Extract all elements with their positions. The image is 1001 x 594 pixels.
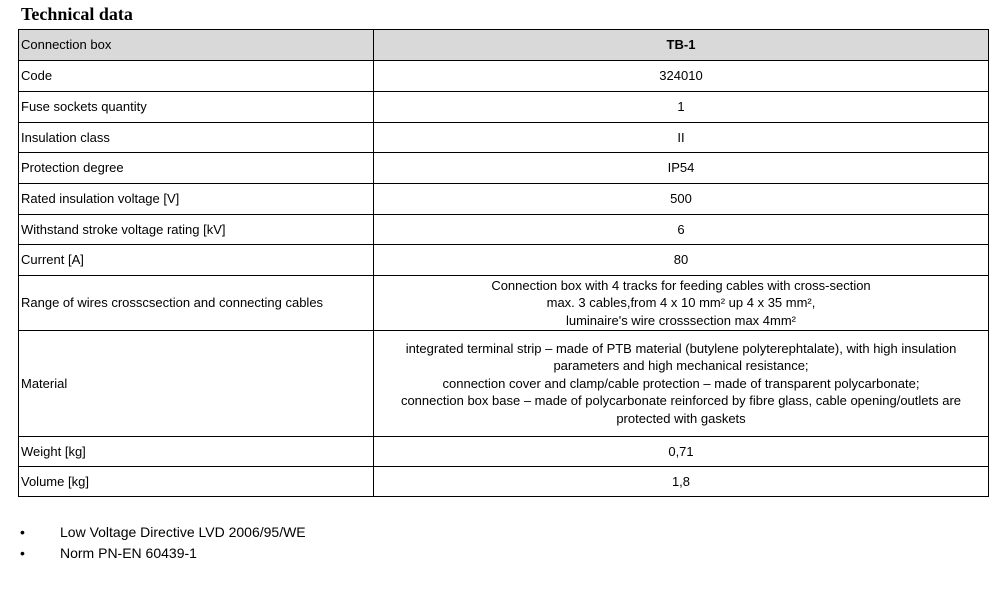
row-label-insulation-class: Insulation class bbox=[19, 123, 374, 153]
table-row bbox=[19, 215, 989, 245]
table-row bbox=[19, 276, 989, 331]
row-value-weight: 0,71 bbox=[374, 437, 989, 467]
table-row bbox=[19, 153, 989, 184]
table-row bbox=[19, 184, 989, 215]
header-label: Connection box bbox=[19, 30, 374, 61]
row-label-rated-insulation-voltage: Rated insulation voltage [V] bbox=[19, 184, 374, 215]
row-value-rated-insulation-voltage: 500 bbox=[374, 184, 989, 215]
table-row bbox=[19, 123, 989, 153]
row-value-current: 80 bbox=[374, 245, 989, 276]
table-row bbox=[19, 61, 989, 92]
row-value-volume: 1,8 bbox=[374, 467, 989, 497]
row-label-withstand-voltage: Withstand stroke voltage rating [kV] bbox=[19, 215, 374, 245]
technical-data-table bbox=[18, 29, 989, 497]
row-value-protection-degree: IP54 bbox=[374, 153, 989, 184]
row-value-code: 324010 bbox=[374, 61, 989, 92]
row-label-wire-range: Range of wires crosscsection and connecting cables bbox=[19, 276, 374, 331]
row-label-weight: Weight [kg] bbox=[19, 437, 374, 467]
row-value-withstand-voltage: 6 bbox=[374, 215, 989, 245]
row-label-protection-degree: Protection degree bbox=[19, 153, 374, 184]
row-value-material: integrated terminal strip – made of PTB material (butylene polyterephtalate), with high insulation parameters and high mechanical resistance; connection cover and clamp/cable protection – made of transparent polycarbonate; connection box base – made of polycarbonate reinforced by fibre glass, cable opening/outlets are protected with gaskets bbox=[374, 331, 989, 437]
table-header-row bbox=[19, 30, 989, 61]
table-row bbox=[19, 437, 989, 467]
page-title: Technical data bbox=[21, 4, 133, 24]
table-row bbox=[19, 467, 989, 497]
row-label-current: Current [A] bbox=[19, 245, 374, 276]
table-row bbox=[19, 331, 989, 437]
list-item bbox=[0, 543, 306, 564]
bullet-icon: • bbox=[20, 524, 25, 540]
table-row bbox=[19, 92, 989, 123]
row-label-volume: Volume [kg] bbox=[19, 467, 374, 497]
row-value-fuse-sockets: 1 bbox=[374, 92, 989, 123]
row-value-insulation-class: II bbox=[374, 123, 989, 153]
table-row bbox=[19, 245, 989, 276]
row-value-wire-range: Connection box with 4 tracks for feeding cables with cross-section max. 3 cables,from 4 x 10 mm² up 4 x 35 mm², luminaire's wire crosssection max 4mm² bbox=[374, 276, 989, 331]
row-label-code: Code bbox=[19, 61, 374, 92]
list-item-text: Norm PN-EN 60439-1 bbox=[60, 545, 197, 561]
row-label-fuse-sockets: Fuse sockets quantity bbox=[19, 92, 374, 123]
bullet-icon: • bbox=[20, 545, 25, 561]
header-value: TB-1 bbox=[374, 30, 989, 61]
row-label-material: Material bbox=[19, 331, 374, 437]
standards-list bbox=[0, 522, 306, 564]
list-item-text: Low Voltage Directive LVD 2006/95/WE bbox=[60, 524, 306, 540]
list-item bbox=[0, 522, 306, 543]
